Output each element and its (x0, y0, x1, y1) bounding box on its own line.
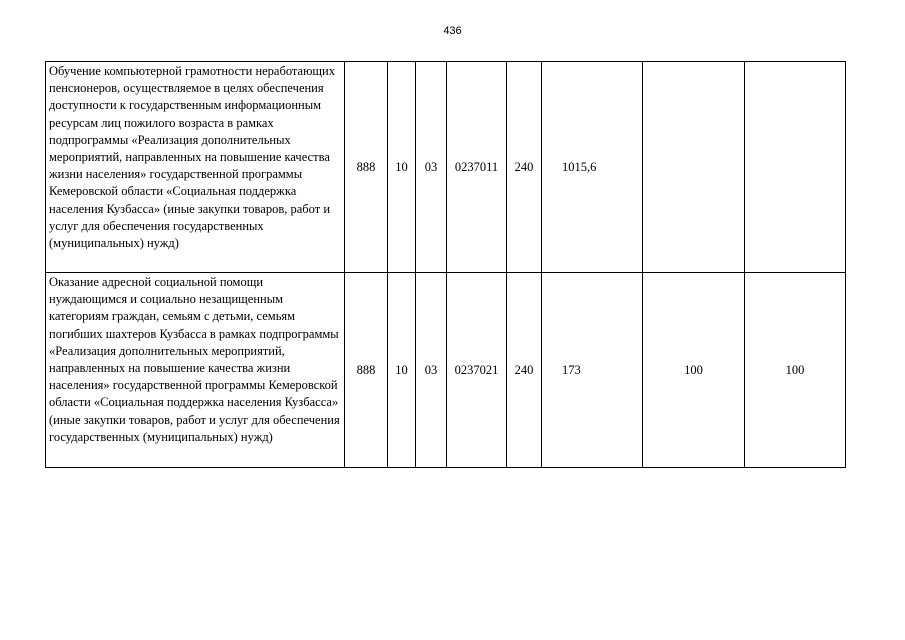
page-number: 436 (443, 25, 462, 37)
budget-table (45, 61, 846, 468)
amount-year-2 (643, 62, 745, 273)
amount-year-1: 1015,6 (542, 62, 643, 273)
amount-year-3 (745, 62, 846, 273)
subsection-code: 03 (416, 62, 447, 273)
section-code: 10 (388, 273, 416, 468)
expense-type-code: 240 (507, 273, 542, 468)
subsection-code: 03 (416, 273, 447, 468)
row-description: Обучение компьютерной грамотности неработающих пенсионеров, осуществляемое в целях обеспечения доступности к государственным информационным ресурсам лиц пожилого возраста в рамках подпрограммы «Реализация дополнительных мероприятий, направленных на повышение качества жизни населения» государственной программы Кемеровской области «Социальная поддержка населения Кузбасса» (иные закупки товаров, работ и услуг для обеспечения государственных (муниципальных) нужд) (46, 62, 345, 273)
ministry-code: 888 (345, 62, 388, 273)
amount-year-1: 173 (542, 273, 643, 468)
ministry-code: 888 (345, 273, 388, 468)
amount-year-2: 100 (643, 273, 745, 468)
section-code: 10 (388, 62, 416, 273)
expense-type-code: 240 (507, 62, 542, 273)
amount-year-3: 100 (745, 273, 846, 468)
target-item-code: 0237011 (447, 62, 507, 273)
table-row (46, 273, 846, 468)
table-row (46, 62, 846, 273)
target-item-code: 0237021 (447, 273, 507, 468)
row-description: Оказание адресной социальной помощи нуждающимся и социально незащищенным категориям граждан, семьям с детьми, семьям погибших шахтеров Кузбасса в рамках подпрограммы «Реализация дополнительных мероприятий, направленных на повышение качества жизни населения» государственной программы Кемеровской области «Социальная поддержка населения Кузбасса» (иные закупки товаров, работ и услуг для обеспечения государственных (муниципальных) нужд) (46, 273, 345, 468)
